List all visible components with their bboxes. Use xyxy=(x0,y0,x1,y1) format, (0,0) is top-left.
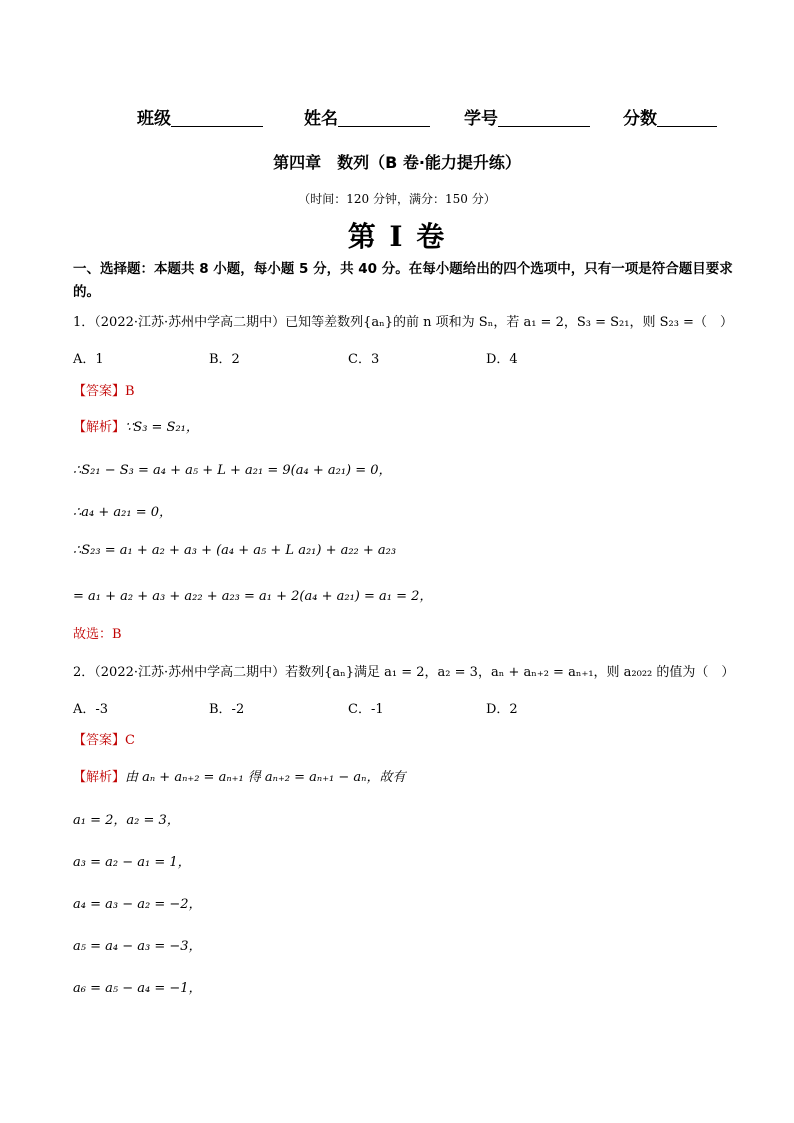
q2-step-4: a₅ = a₄ − a₃ = −3， xyxy=(73,939,202,954)
q1-step-2: ∴a₄ + a₂₁ = 0， xyxy=(73,505,172,520)
q1-option-b: B．2 xyxy=(209,352,240,367)
q1-step-3: ∴S₂₃ = a₁ + a₂ + a₃ + (a₄ + a₅ + L a₂₁) + a₂₂ + a₂₃ xyxy=(73,543,397,558)
q1-option-a: A．1 xyxy=(73,352,104,367)
student-id-field xyxy=(464,104,590,129)
q1-analysis-label: 【解析】 xyxy=(73,420,126,435)
q2-step-5: a₆ = a₅ − a₄ = −1， xyxy=(73,981,202,996)
q2-analysis-first: 由 aₙ + aₙ₊₂ = aₙ₊₁ 得 aₙ₊₂ = aₙ₊₁ − aₙ，故有 xyxy=(125,770,406,785)
q1-conclusion: 故选：B xyxy=(73,627,122,642)
q1-analysis-first: ∵S₃ = S₂₁， xyxy=(125,420,199,435)
time-info: （时间：120 分钟，满分：150 分） xyxy=(298,192,496,206)
volume-title: 第 I 卷 xyxy=(347,220,447,253)
q1-step-1: ∴S₂₁ − S₃ = a₄ + a₅ + L + a₂₁ = 9(a₄ + a₂₁) = 0， xyxy=(73,463,392,478)
class-blank xyxy=(171,109,263,127)
q2-analysis xyxy=(73,766,405,785)
q2-option-b: B．-2 xyxy=(209,702,245,717)
section-intro: 一、选择题：本题共 8 小题，每小题 5 分，共 40 分。在每小题给出的四个选项中，只有一项是符合题目要求的。 xyxy=(73,261,733,300)
chapter-title: 第四章 数列（B 卷·能力提升练） xyxy=(273,153,521,172)
question-1-stem: 1．（2022·江苏·苏州中学高二期中）已知等差数列{aₙ}的前 n 项和为 Sₙ，若 a₁ = 2，S₃ = S₂₁，则 S₂₃ =（ ） xyxy=(73,315,733,330)
q2-option-a: A．-3 xyxy=(73,702,109,717)
question-2-stem: 2．（2022·江苏·苏州中学高二期中）若数列{aₙ}满足 a₁ = 2，a₂ = 3，aₙ + aₙ₊₂ = aₙ₊₁，则 a₂₀₂₂ 的值为（ ） xyxy=(73,665,735,680)
q1-option-d: D．4 xyxy=(486,352,518,367)
q1-analysis xyxy=(73,416,199,435)
score-field xyxy=(623,104,717,129)
student-id-blank xyxy=(498,109,590,127)
name-field xyxy=(304,104,430,129)
q2-step-3: a₄ = a₃ − a₂ = −2， xyxy=(73,897,202,912)
q2-option-c: C．-1 xyxy=(348,702,384,717)
q1-option-c: C．3 xyxy=(348,352,380,367)
class-field xyxy=(137,104,263,129)
q2-step-2: a₃ = a₂ − a₁ = 1， xyxy=(73,855,191,870)
q2-option-d: D．2 xyxy=(486,702,518,717)
class-label: 班级 xyxy=(137,109,171,129)
student-id-label: 学号 xyxy=(464,109,498,129)
name-blank xyxy=(338,109,430,127)
score-blank xyxy=(657,109,717,127)
q1-step-4: = a₁ + a₂ + a₃ + a₂₂ + a₂₃ = a₁ + 2(a₄ + a₂₁) = a₁ = 2， xyxy=(73,589,433,604)
score-label: 分数 xyxy=(623,109,657,129)
q2-step-1: a₁ = 2，a₂ = 3， xyxy=(73,813,180,828)
q2-answer: 【答案】C xyxy=(73,733,135,748)
q2-analysis-label: 【解析】 xyxy=(73,770,126,785)
q1-answer: 【答案】B xyxy=(73,384,135,399)
name-label: 姓名 xyxy=(304,109,338,129)
